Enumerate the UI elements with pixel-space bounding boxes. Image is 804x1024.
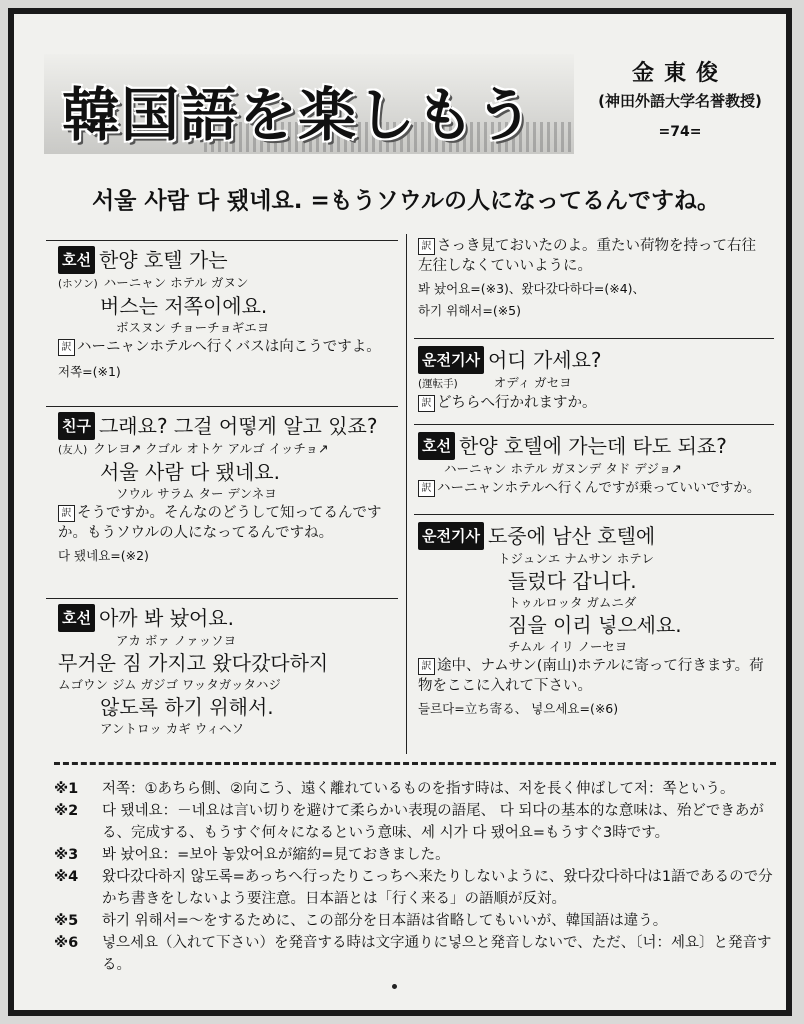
vocab-note: 저쪽=(※1) xyxy=(58,364,121,379)
dialogue-5 xyxy=(418,432,770,498)
author-affiliation: (神田外語大学名誉教授) xyxy=(598,92,762,110)
speaker-tag: 운전기사 xyxy=(418,346,484,374)
vocab-note: 봐 놨어요=(※3)、왔다갔다하다=(※4)、 xyxy=(418,281,646,296)
translation-mark-icon: 訳 xyxy=(58,339,75,356)
translation-mark-icon: 訳 xyxy=(418,480,435,497)
footnote-text: 왔다갔다하지 않도록=あっちへ行ったりこっちへ来たりしないように、왔다갔다하다は1語であるので分かち書きをしないよう要注意。日本語とは「行く来る」の語順が反対。 xyxy=(102,869,773,907)
kana-reading: クレヨ↗ クゴル オトケ アルゴ イッチョ↗ xyxy=(93,441,329,456)
korean-line: 짐을 이리 넣으세요. xyxy=(508,613,682,637)
kana-reading: ソウル サラム ター デンネヨ xyxy=(116,486,277,501)
speaker-reading: (ホソン) xyxy=(58,278,98,290)
footnote-key: ※4 xyxy=(54,869,79,885)
speaker-tag: 호선 xyxy=(58,246,95,274)
dialogue-1 xyxy=(58,246,403,381)
speaker-tag: 친구 xyxy=(58,412,95,440)
divider xyxy=(46,240,398,241)
footnotes xyxy=(54,778,780,976)
article-frame xyxy=(8,8,792,1016)
kana-reading: ボスヌン チョーチョギエヨ xyxy=(116,320,270,335)
translation: さっき見ておいたのよ。重たい荷物を持って右往左往しなくていいように。 xyxy=(418,238,756,274)
translation-mark-icon: 訳 xyxy=(58,505,75,522)
speaker-reading: (友人) xyxy=(58,444,88,456)
kana-reading: オディ ガセヨ xyxy=(493,375,572,390)
vocab-note: 하기 위해서=(※5) xyxy=(418,303,522,318)
kana-reading: ムゴウン ジム ガジゴ ワッタガッタハジ xyxy=(58,677,281,692)
korean-line: 서울 사람 다 됐네요. xyxy=(100,460,280,484)
speaker-tag: 호선 xyxy=(58,604,95,632)
korean-line: 무거운 짐 가지고 왔다갔다하지 xyxy=(58,651,329,675)
korean-line: 한양 호텔 가는 xyxy=(98,248,228,272)
print-dot xyxy=(392,984,397,989)
footnote-key: ※2 xyxy=(54,803,79,819)
translation-mark-icon: 訳 xyxy=(418,658,435,675)
footnote-text: 봐 놨어요：=보아 놓았어요が縮約=見ておきました。 xyxy=(102,847,450,863)
kana-reading: ハーニャン ホテル ガヌン xyxy=(103,275,249,290)
korean-line: 않도록 하기 위해서. xyxy=(100,695,274,719)
footnote xyxy=(54,866,780,910)
divider xyxy=(46,406,398,407)
speaker-tag: 호선 xyxy=(418,432,455,460)
footnote xyxy=(54,778,780,800)
translation: ハーニャンホテルへ行くんですが乗っていいですか。 xyxy=(437,480,761,496)
kana-reading: アカ ボァ ノァッソヨ xyxy=(116,633,237,648)
dialogue-6 xyxy=(418,522,770,718)
divider xyxy=(414,424,774,425)
kana-reading: トジュンエ ナムサン ホテレ xyxy=(498,551,654,566)
dialogue-4 xyxy=(418,346,770,413)
translation-mark-icon: 訳 xyxy=(418,238,435,255)
footnote xyxy=(54,910,780,932)
vocab-note: 다 됐네요=(※2) xyxy=(58,548,149,563)
korean-line: 그래요? 그걸 어떻게 알고 있죠? xyxy=(98,414,378,438)
footnote-key: ※6 xyxy=(54,935,79,951)
dialogue-3-continued xyxy=(418,236,770,320)
footnote-key: ※3 xyxy=(54,847,79,863)
footnote-text: 하기 위해서=～をするために、この部分を日本語は省略してもいいが、韓国語は違う。 xyxy=(102,913,668,929)
vocab-note: 들르다=立ち寄る、 넣으세요=(※6) xyxy=(418,701,619,716)
issue-number: =74= xyxy=(658,124,702,140)
translation: ハーニャンホテルへ行くバスは向こうですよ。 xyxy=(77,339,381,355)
kana-reading: トゥルロッタ ガムニダ xyxy=(508,595,637,610)
author-name: 金東俊 xyxy=(631,61,728,86)
kana-reading: アントロッ カギ ウィヘソ xyxy=(100,721,244,736)
korean-line: 아까 봐 놨어요. xyxy=(98,606,234,630)
column-title: 韓国語を楽しもう xyxy=(62,81,535,149)
korean-line: 들렀다 갑니다. xyxy=(508,569,637,593)
footnote-key: ※5 xyxy=(54,913,79,929)
divider xyxy=(46,598,398,599)
dialogue-2 xyxy=(58,412,403,565)
footnote-key: ※1 xyxy=(54,781,79,797)
kana-reading: ハーニャン ホテル ガヌンデ タド デジョ↗ xyxy=(444,461,682,476)
dashed-separator xyxy=(54,762,776,765)
footnote-text: 다 됐네요：－네요は言い切りを避けて柔らかい表現の語尾、 다 되다の基本的な意味は、殆どできあがる、完成する、もうすぐ何々になるという意味、세 시가 다 됐어요=もうすぐ3時です。 xyxy=(102,803,764,841)
column-divider xyxy=(406,234,407,754)
footnote-text: 저쪽：①あちら側、②向こう、遠く離れているものを指す時は、저を長く伸ばして저：쪽という。 xyxy=(102,781,735,797)
translation: そうですか。そんなのどうして知ってるんですか。もうソウルの人になってるんですね。 xyxy=(58,505,382,541)
lesson-headline: 서울 사람 다 됐네요. =もうソウルの人になってるんですね。 xyxy=(91,188,721,214)
translation-mark-icon: 訳 xyxy=(418,395,435,412)
footnote xyxy=(54,844,780,866)
dialogue-3 xyxy=(58,604,403,738)
speaker-tag: 운전기사 xyxy=(418,522,484,550)
translation: どちらへ行かれますか。 xyxy=(437,395,597,411)
korean-line: 버스는 저쪽이에요. xyxy=(100,294,268,318)
korean-line: 도중에 남산 호텔에 xyxy=(487,524,656,548)
korean-line: 한양 호텔에 가는데 타도 되죠? xyxy=(458,434,727,458)
footnote xyxy=(54,932,780,976)
footnote-text: 넣으세요（入れて下さい）を発音する時は文字通りに넣으と発音しないで、ただ、〔너：세요〕と発音する。 xyxy=(102,935,772,973)
speaker-reading: (運転手) xyxy=(418,378,458,390)
divider xyxy=(414,514,774,515)
korean-line: 어디 가세요? xyxy=(487,348,602,372)
kana-reading: チムル イリ ノーセヨ xyxy=(508,639,628,654)
footnote xyxy=(54,800,780,844)
divider xyxy=(414,338,774,339)
translation: 途中、ナムサン(南山)ホテルに寄って行きます。荷物をここに入れて下さい。 xyxy=(418,658,764,694)
